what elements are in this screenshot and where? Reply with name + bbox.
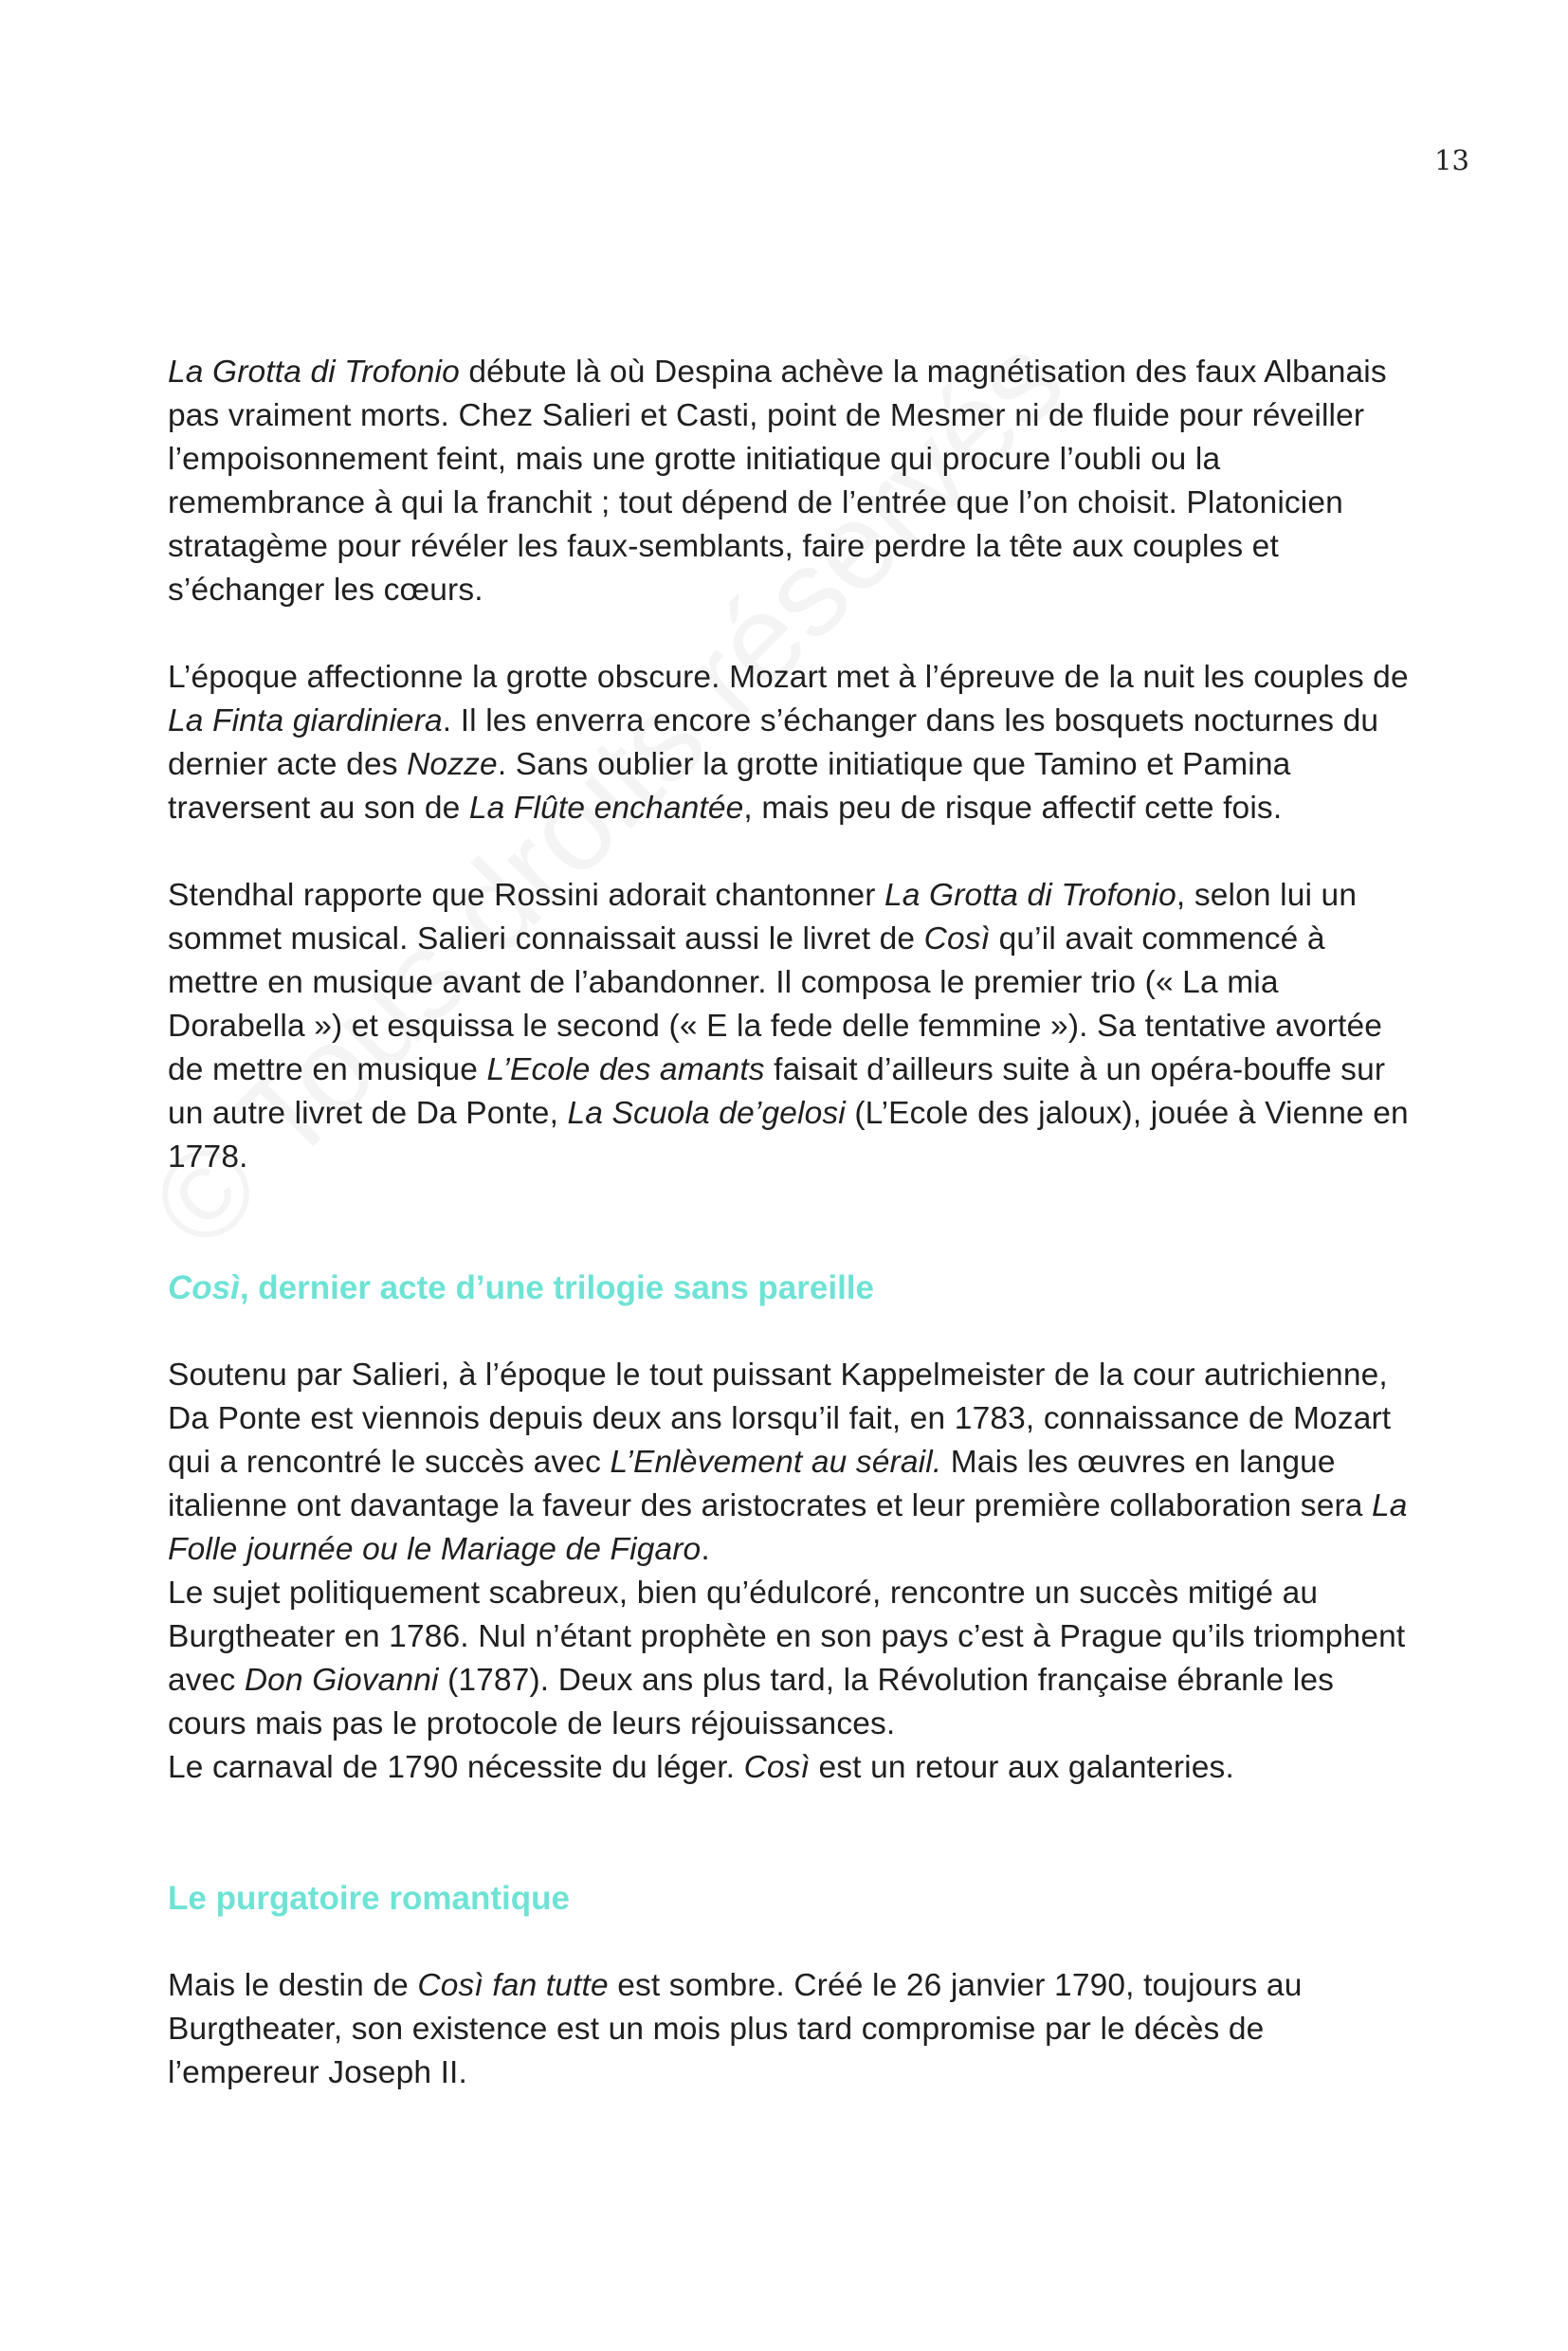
work-title: L’Ecole des amants [486,1052,765,1087]
work-title: Don Giovanni [244,1663,439,1698]
article-body [168,351,1419,2095]
heading-text: , dernier acte d’une trilogie sans pareille [239,1269,874,1306]
paragraph-text: Le sujet politiquement scabreux, bien qu’édulcoré, rencontre un succès mitigé au Burgtheater en 1786. Nul n’étant prophète en son pays c’est à Prague qu’ils triomphent avec [168,1576,1406,1698]
heading-work-title: Così [168,1269,240,1306]
paragraph-text: (L’Ecole des jaloux), jouée à Vienne en 1778. [168,1096,1409,1175]
work-title: La Scuola de’gelosi [567,1096,846,1131]
paragraph-text: Mais les œuvres en langue italienne ont davantage la faveur des aristocrates et leur première collaboration sera [168,1445,1373,1523]
work-title: Così [923,921,991,957]
paragraph-text: débute là où Despina achève la magnétisation des faux Albanais pas vraiment morts. Chez Salieri et Casti, point de Mesmer ni de fluide pour réveiller l’empoisonnement feint, mais une grotte initiatique qui procure l’oubli ou la remembrance à qui la franchit ; tout dépend de l’entrée que l’on choisit. Platonicien stratagème pour révéler les faux-semblants, faire perdre la tête aux couples et s’échanger les cœurs. [168,355,1387,608]
work-title: Così [743,1750,811,1785]
paragraph-text: Mais le destin de [168,1968,418,2003]
paragraph-text: , selon lui un sommet musical. Salieri connaissait aussi le livret de [168,878,1358,957]
paragraph-text: , mais peu de risque affectif cette fois. [743,791,1283,826]
paragraph-text: Soutenu par Salieri, à l’époque le tout puissant Kappelmeister de la cour autrichienne, Da Ponte est viennois depuis deux ans lorsqu’il fait, en 1783, connaissance de Mozart qui a rencontré le succès avec [168,1358,1392,1480]
work-title: Nozze [407,747,498,782]
heading-text: Le purgatoire romantique [168,1880,570,1917]
paragraph-1 [168,351,1419,612]
paragraph-text: L’époque affectionne la grotte obscure. Mozart met à l’épreuve de la nuit les couples de [168,660,1409,695]
work-title: La Folle journée ou le Mariage de Figaro [168,1488,1408,1567]
paragraph-2 [168,656,1419,830]
paragraph-text: . [701,1532,710,1567]
work-title: La Grotta di Trofonio [168,355,460,390]
paragraph-5 [168,1964,1419,2095]
paragraph-text: qu’il avait commencé à mettre en musique avant de l’abandonner. Il composa le premier trio (« La mia Dorabella ») et esquissa le second (« E la fede delle femmine »). Sa tentative avortée de mettre en musique [168,921,1383,1087]
paragraph-text: faisait d’ailleurs suite à un opéra-bouffe sur un autre livret de Da Ponte, [168,1052,1386,1131]
work-title: L’Enlèvement au sérail. [610,1445,942,1480]
paragraph-4 [168,1354,1419,1790]
work-title: La Flûte enchantée [468,791,744,826]
section-heading-cosi [168,1267,1419,1310]
paragraph-text: Le carnaval de 1790 nécessite du léger. [168,1750,744,1785]
work-title: La Finta giardiniera [168,703,443,738]
work-title: La Grotta di Trofonio [884,878,1176,913]
paragraph-3 [168,874,1419,1179]
section-heading-purgatoire [168,1877,1419,1921]
paragraph-text: . Il les enverra encore s’échanger dans les bosquets nocturnes du dernier acte des [168,703,1379,782]
work-title: Così fan tutte [417,1968,609,2003]
paragraph-text: (1787). Deux ans plus tard, la Révolution française ébranle les cours mais pas le protocole de leurs réjouissances. [168,1663,1335,1741]
paragraph-text: Stendhal rapporte que Rossini adorait chantonner [168,878,885,913]
page-number: 13 [1434,144,1469,176]
paragraph-text: . Sans oublier la grotte initiatique que Tamino et Pamina traversent au son de [168,747,1291,826]
paragraph-text: est un retour aux galanteries. [810,1750,1234,1785]
paragraph-text: est sombre. Créé le 26 janvier 1790, toujours au Burgtheater, son existence est un mois plus tard compromise par le décès de l’empereur Joseph II. [168,1968,1303,2090]
